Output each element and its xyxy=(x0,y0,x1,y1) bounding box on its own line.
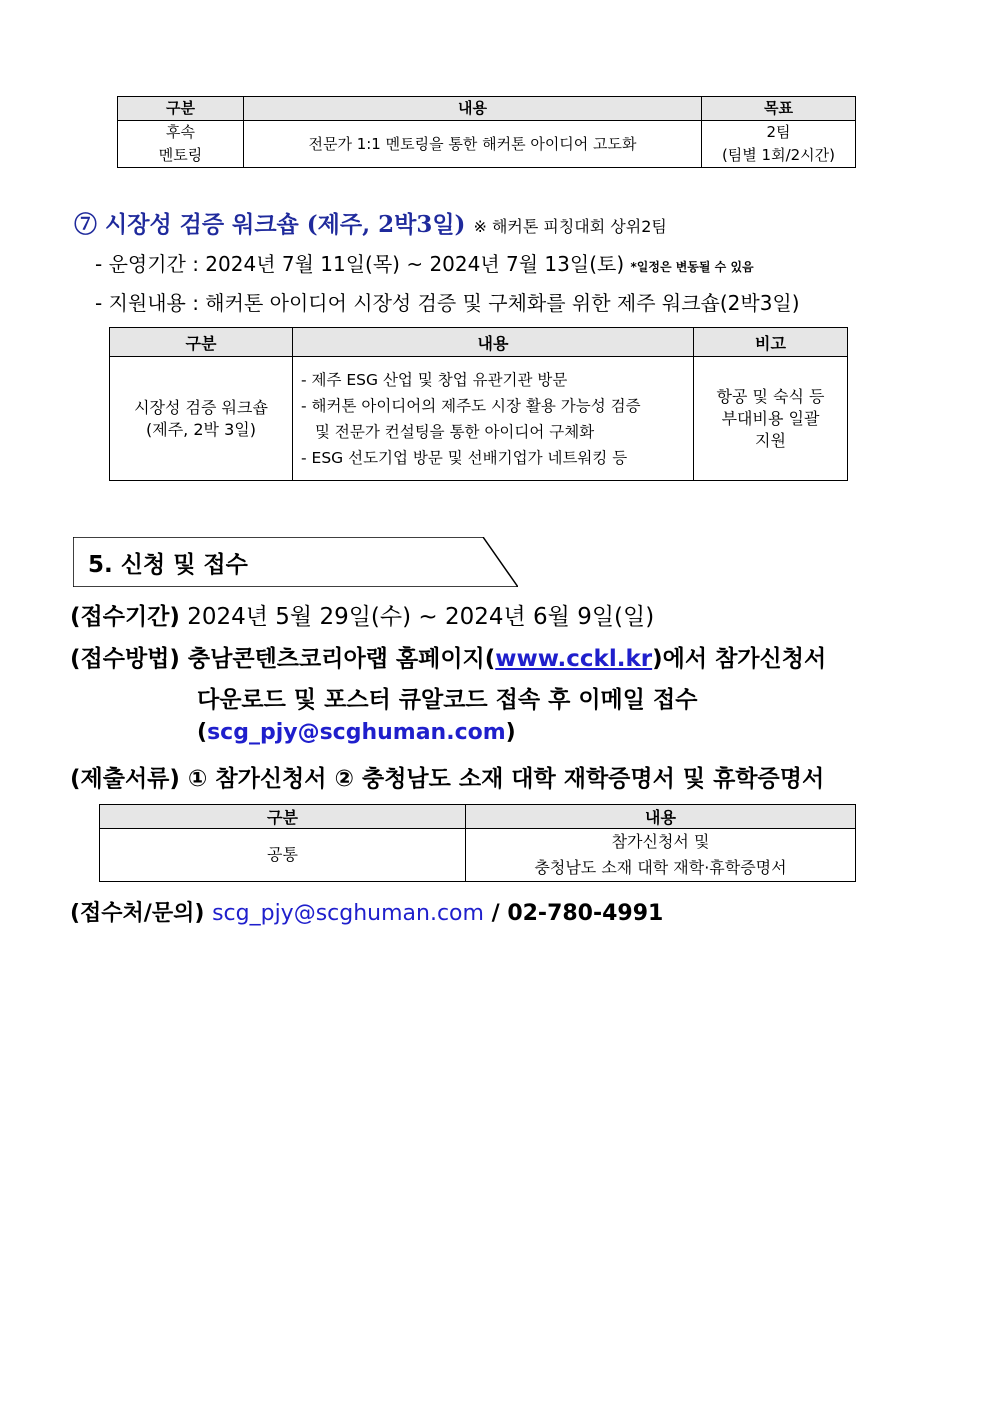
table3-category-cell: 공통 xyxy=(100,829,466,882)
table1-header-goal: 목표 xyxy=(702,97,856,121)
email-paren-open: ( xyxy=(197,720,208,745)
application-method-post: )에서 참가신청서 xyxy=(652,646,827,672)
table2-content-item: 및 전문가 컨설팅을 통한 아이디어 구체화 xyxy=(315,422,595,441)
table2-header-note: 비고 xyxy=(694,328,848,357)
table3-header-category: 구분 xyxy=(100,805,466,829)
section7-period-note: *일정은 변동될 수 있음 xyxy=(630,260,754,274)
application-method-line xyxy=(70,640,826,673)
contact-email-link[interactable]: scg_pjy@scghuman.com xyxy=(212,901,484,926)
table2-category-line2: (제주, 2박 3일) xyxy=(146,419,256,439)
table1-goal-cell xyxy=(702,121,856,168)
table1-header-category: 구분 xyxy=(118,97,244,121)
table1-category-line1: 후속 xyxy=(166,123,195,141)
table1-goal-line2: (팀별 1회/2시간) xyxy=(721,146,836,164)
table2-note-cell xyxy=(694,357,848,481)
application-method-line2: 다운로드 및 포스터 큐알코드 접속 후 이메일 접수 xyxy=(197,687,698,713)
section7-support: - 지원내용 : 해커톤 아이디어 시장성 검증 및 구체화를 위한 제주 워크숍(2박3일) xyxy=(95,291,800,315)
table2-category-cell xyxy=(110,357,293,481)
section7-period: - 운영기간 : 2024년 7월 11일(목) ~ 2024년 7월 13일(토) xyxy=(95,252,625,276)
documents-label: (제출서류) xyxy=(70,766,180,792)
table2-header-content: 내용 xyxy=(293,328,694,357)
table1-goal-line1: 2팀 xyxy=(766,123,791,141)
table1-category-cell xyxy=(118,121,244,168)
application-method-pre: 충남콘텐츠코리아랩 홈페이지( xyxy=(187,646,496,672)
table2-note-line3: 지원 xyxy=(755,430,786,450)
table3-content-line1: 참가신청서 및 xyxy=(611,832,710,851)
table2-content-item: - 제주 ESG 산업 및 창업 유관기관 방문 xyxy=(301,370,568,389)
table2-header-category: 구분 xyxy=(110,328,293,357)
table1-header-content: 내용 xyxy=(244,97,702,121)
mentoring-table xyxy=(117,96,856,168)
section5-title: 5. 신청 및 접수 xyxy=(88,552,248,578)
contact-line xyxy=(70,896,663,927)
table1-category-line2: 멘토링 xyxy=(158,146,203,164)
application-email-link[interactable]: scg_pjy@scghuman.com xyxy=(207,720,506,745)
section7-note: ※ 해커톤 피칭대회 상위2팀 xyxy=(473,217,667,236)
workshop-table xyxy=(109,327,848,481)
application-period-line xyxy=(70,598,654,631)
table3-content-cell xyxy=(466,829,856,882)
section7-period-line xyxy=(95,248,754,277)
table2-content-cell xyxy=(293,357,694,481)
table2-note-line2: 부대비용 일괄 xyxy=(721,408,820,428)
documents-value: ① 참가신청서 ② 충청남도 소재 대학 재학증명서 및 휴학증명서 xyxy=(187,766,825,792)
application-period-label: (접수기간) xyxy=(70,604,180,630)
contact-phone: / 02-780-4991 xyxy=(491,901,664,926)
section7-title: ⑦ 시장성 검증 워크숍 (제주, 2박3일) xyxy=(74,211,466,238)
table2-note-line1: 항공 및 숙식 등 xyxy=(716,386,825,406)
homepage-link[interactable]: www.cckl.kr xyxy=(495,646,653,672)
table1-content-cell: 전문가 1:1 멘토링을 통한 해커톤 아이디어 고도화 xyxy=(244,121,702,168)
table2-content-item: - ESG 선도기업 방문 및 선배기업가 네트워킹 등 xyxy=(301,448,628,467)
email-paren-close: ) xyxy=(505,720,516,745)
documents-table xyxy=(99,804,856,882)
documents-line xyxy=(70,760,824,793)
table2-content-item: - 해커톤 아이디어의 제주도 시장 활용 가능성 검증 xyxy=(301,396,641,415)
table2-category-line1: 시장성 검증 워크숍 xyxy=(134,397,268,417)
application-method-label: (접수방법) xyxy=(70,646,180,672)
application-email-line xyxy=(197,720,516,745)
table3-content-line2: 충청남도 소재 대학 재학·휴학증명서 xyxy=(534,858,787,877)
section7-title-line xyxy=(74,206,667,239)
application-period-value: 2024년 5월 29일(수) ~ 2024년 6월 9일(일) xyxy=(187,604,655,630)
contact-label: (접수처/문의) xyxy=(70,901,205,926)
table3-header-content: 내용 xyxy=(466,805,856,829)
